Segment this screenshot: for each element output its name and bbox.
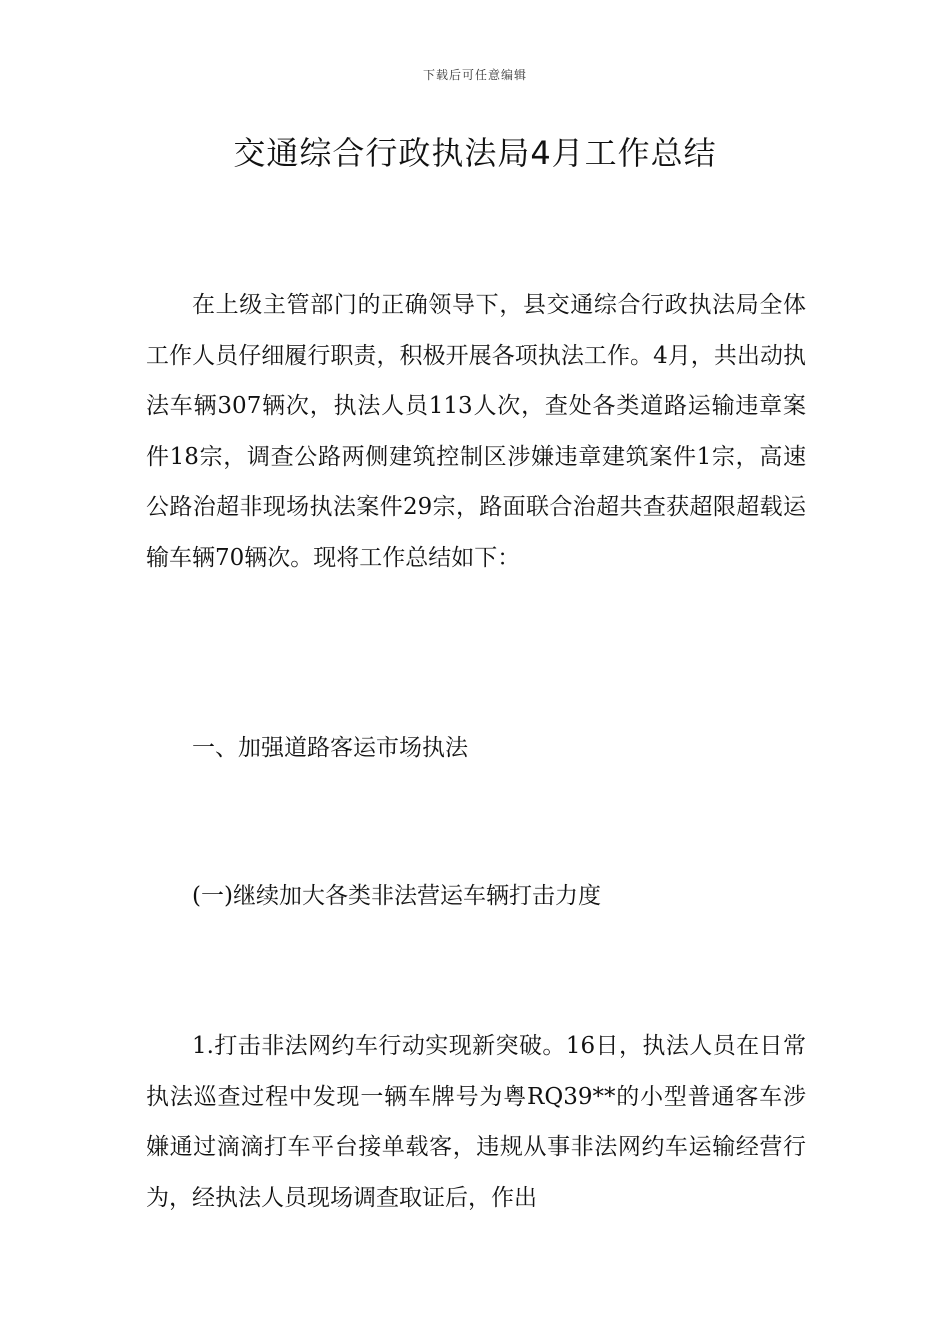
header-note: 下载后可任意编辑 xyxy=(422,68,527,82)
intro-paragraph: 在上级主管部门的正确领导下，县交通综合行政执法局全体工作人员仔细履行职责，积极开展各项执法工作。4月，共出动执法车辆307辆次，执法人员113人次，查处各类道路运输违章案件18宗，调查公路两侧建筑控制区涉嫌违章建筑案件1宗，高速公路治超非现场执法案件29宗，路面联合治超共查获超限超载运输车辆70辆次。现将工作总结如下： xyxy=(146,292,806,571)
item-paragraph: 1.打击非法网约车行动实现新突破。16日，执法人员在日常执法巡查过程中发现一辆车牌号为粤RQ39**的小型普通客车涉嫌通过滴滴打车平台接单载客，违规从事非法网约车运输经营行为，经执法人员现场调查取证后，作出 xyxy=(146,1033,806,1211)
subsection-heading: (一)继续加大各类非法营运车辆打击力度 xyxy=(192,883,601,909)
document-title: 交通综合行政执法局4月工作总结 xyxy=(233,134,717,172)
section-heading: 一、加强道路客运市场执法 xyxy=(192,735,468,761)
